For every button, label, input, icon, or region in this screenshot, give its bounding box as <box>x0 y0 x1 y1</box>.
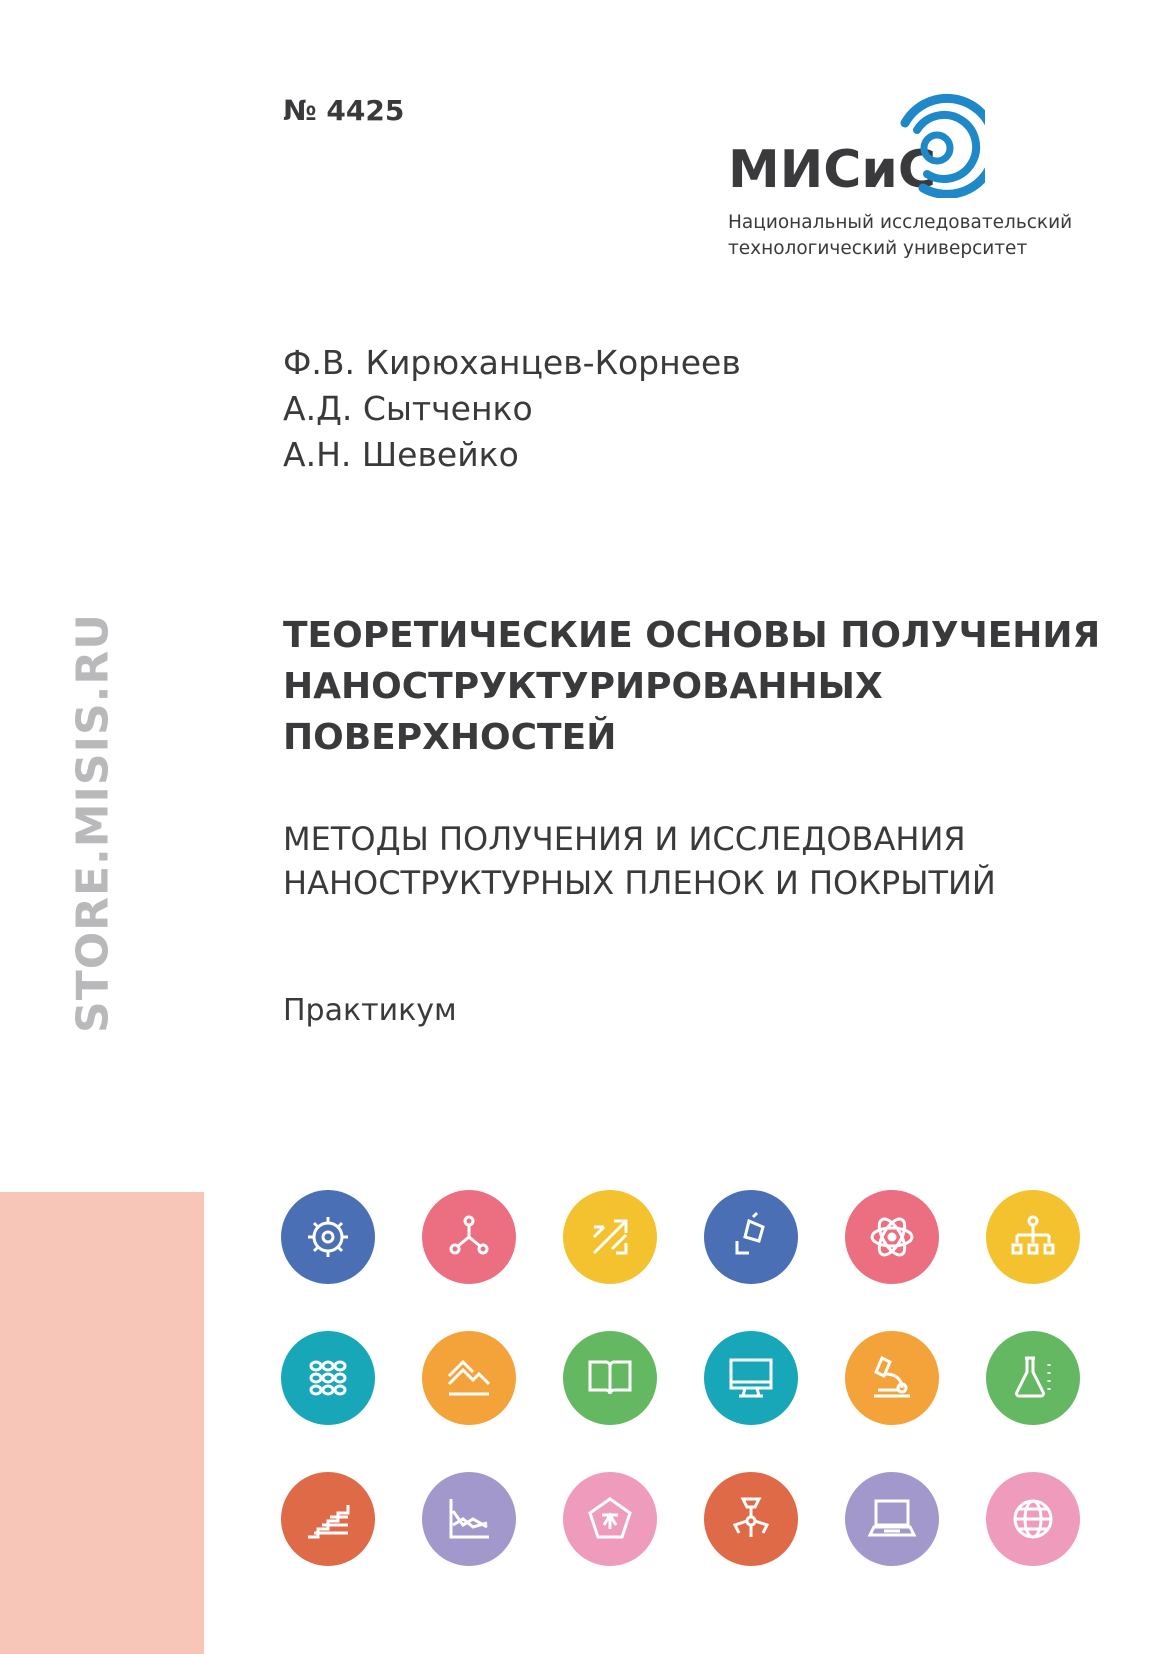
side-url-text: STORE.MISIS.RU <box>67 613 119 1033</box>
publication-number: № 4425 <box>283 94 405 127</box>
authors-list <box>283 340 741 478</box>
laptop-icon <box>845 1472 939 1566</box>
arrows-icon <box>563 1190 657 1284</box>
book-subtitle <box>283 817 996 905</box>
atom-icon <box>845 1190 939 1284</box>
author-3: А.Н. Шевейко <box>283 435 519 474</box>
pink-decor-block <box>0 1192 204 1654</box>
title-line-2: НАНОСТРУКТУРИРОВАННЫХ <box>283 666 883 707</box>
monitor-icon <box>704 1331 798 1425</box>
author-2: А.Д. Сытченко <box>283 389 533 428</box>
author-1: Ф.В. Кирюханцев-Корнеев <box>283 343 741 382</box>
pouring-ladle-icon <box>704 1190 798 1284</box>
book-icon <box>563 1331 657 1425</box>
microscope-icon <box>845 1331 939 1425</box>
title-line-1: ТЕОРЕТИЧЕСКИЕ ОСНОВЫ ПОЛУЧЕНИЯ <box>283 615 1101 656</box>
globe-icon <box>986 1472 1080 1566</box>
pentagon-icon <box>563 1472 657 1566</box>
university-logo <box>725 88 1125 268</box>
book-title <box>283 610 1101 763</box>
mountains-icon <box>422 1331 516 1425</box>
hierarchy-icon <box>986 1190 1080 1284</box>
logo-wordmark: МИСиС <box>728 140 937 200</box>
logo-signal-icon <box>875 88 985 198</box>
logo-subtitle-line-2: технологический университет <box>728 238 1028 259</box>
flask-icon <box>986 1331 1080 1425</box>
robot-arm-icon <box>704 1472 798 1566</box>
gear-icon <box>281 1190 375 1284</box>
grid-circles-icon <box>281 1331 375 1425</box>
subtitle-line-2: НАНОСТРУКТУРНЫХ ПЛЕНОК И ПОКРЫТИЙ <box>283 864 996 902</box>
title-line-3: ПОВЕРХНОСТЕЙ <box>283 717 617 758</box>
line-chart-icon <box>422 1472 516 1566</box>
logo-subtitle-line-1: Национальный исследовательский <box>728 212 1073 233</box>
stairs-icon <box>281 1472 375 1566</box>
logo-subtitle <box>728 210 1072 262</box>
subtitle-line-1: МЕТОДЫ ПОЛУЧЕНИЯ И ИССЛЕДОВАНИЯ <box>283 820 966 858</box>
book-genre: Практикум <box>283 993 457 1028</box>
network-nodes-icon <box>422 1190 516 1284</box>
icon-grid <box>281 1190 1081 1630</box>
